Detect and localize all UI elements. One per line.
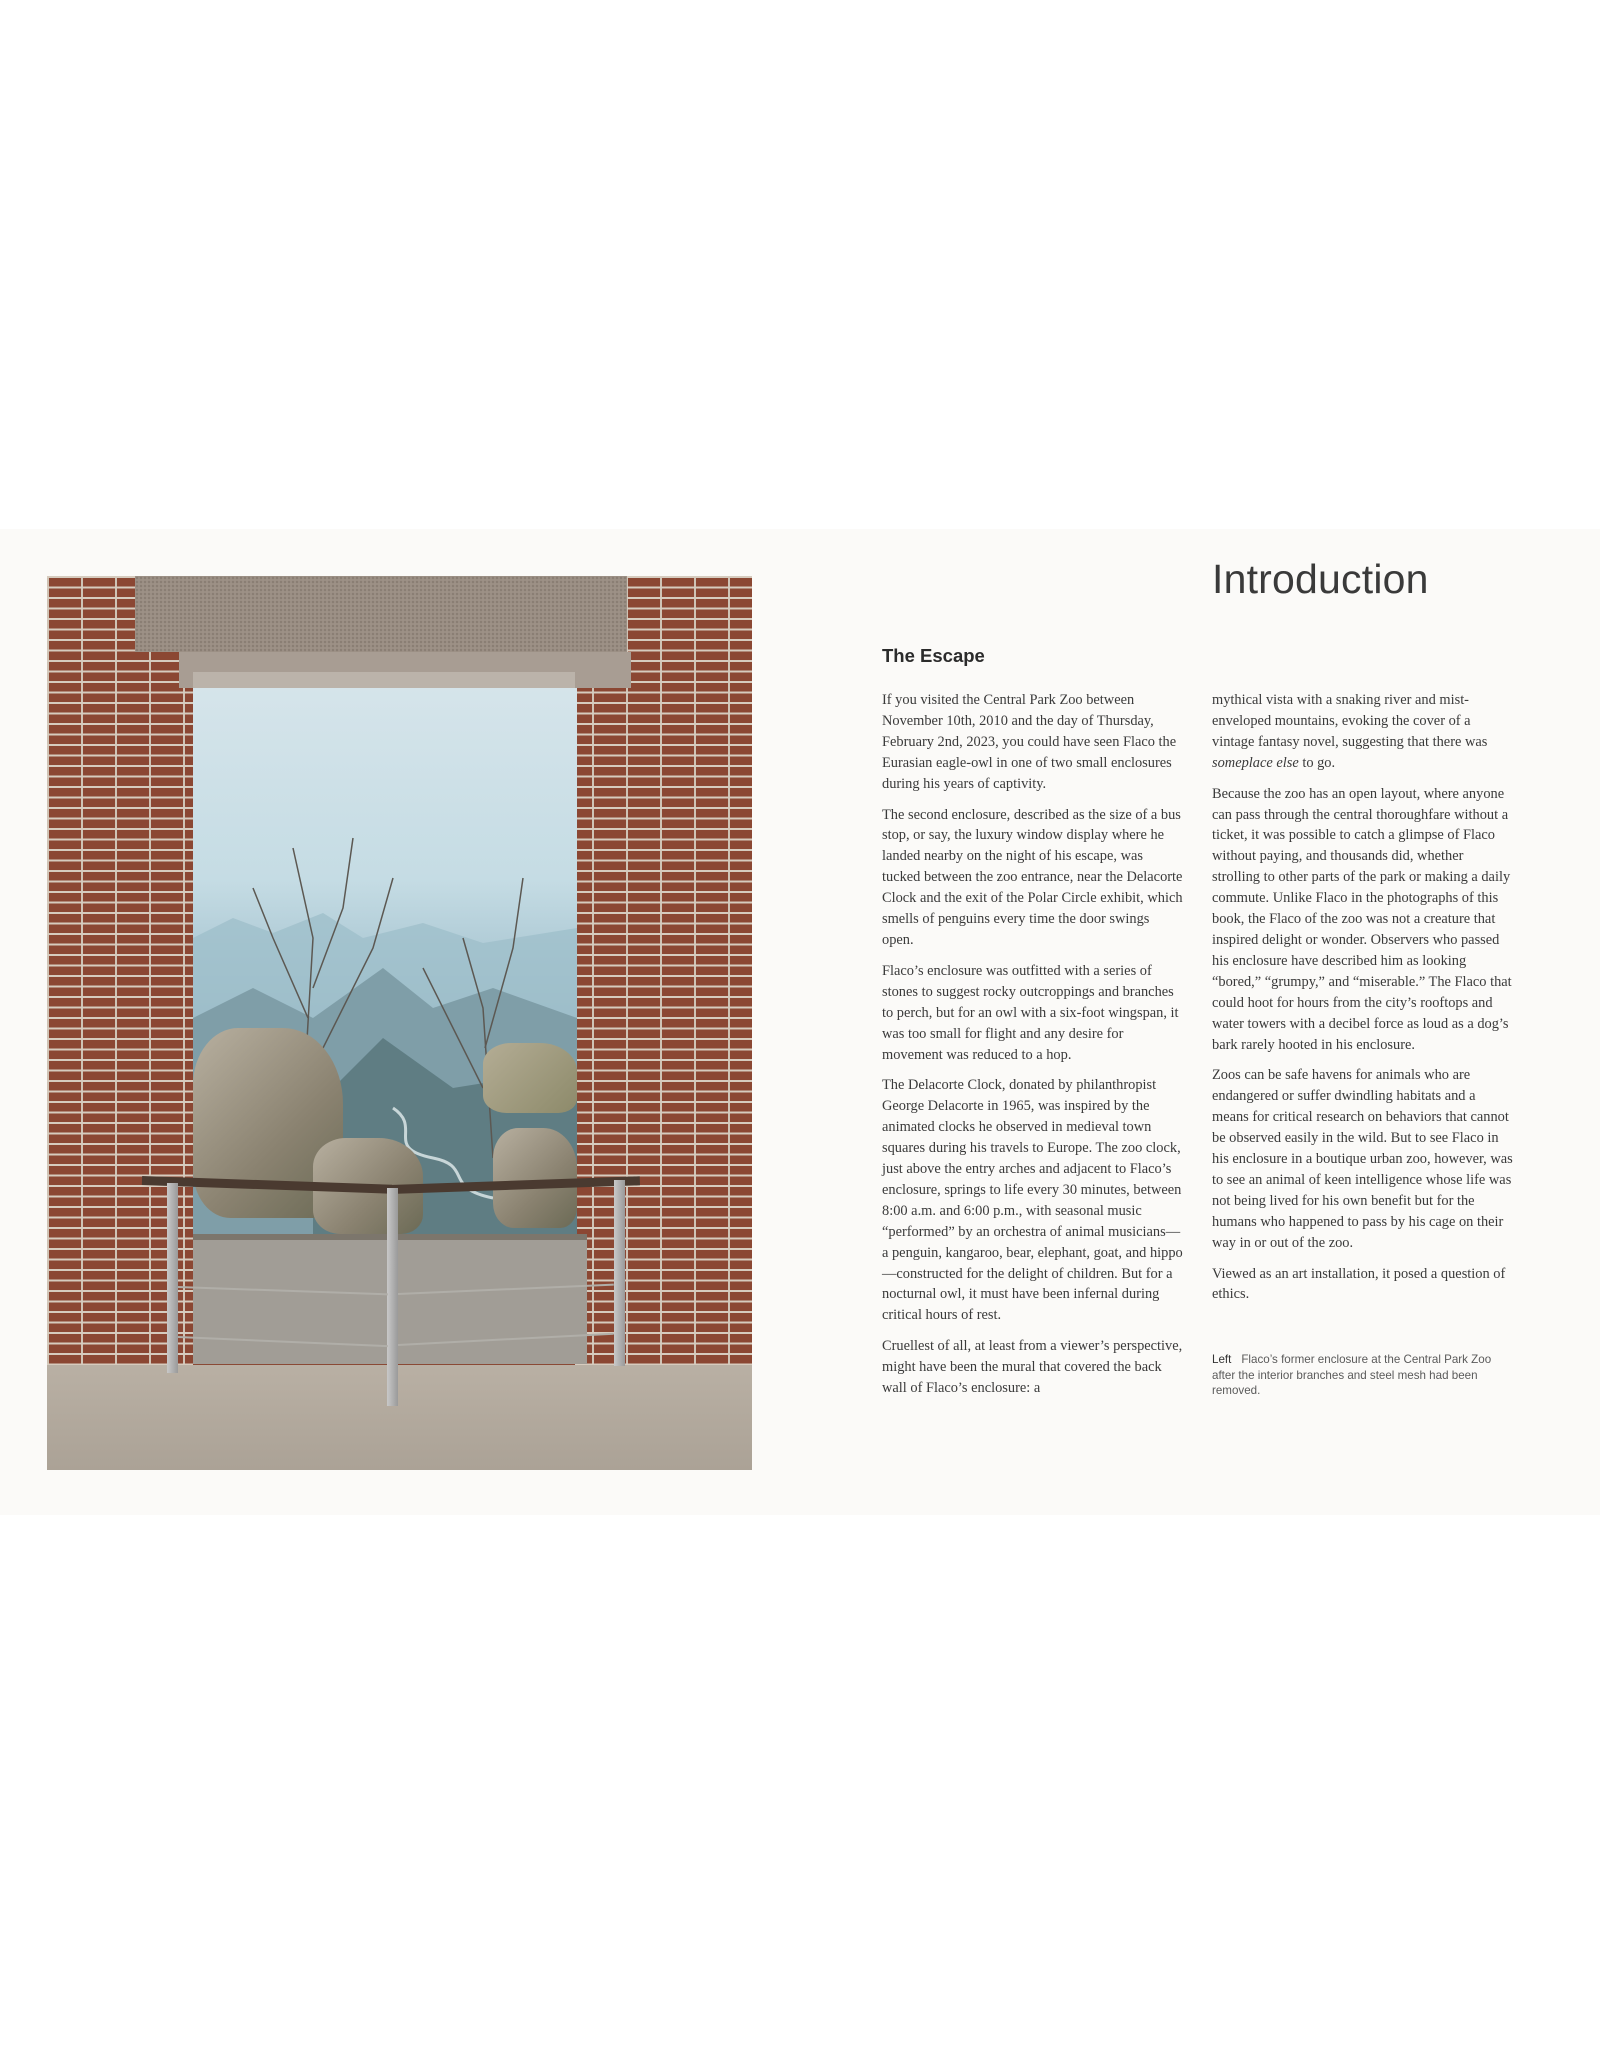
railing-post — [614, 1180, 625, 1366]
caption-label: Left — [1212, 1353, 1232, 1366]
paragraph: Zoos can be safe havens for animals who are endangered or suffer dwindling habitats and a means for critical research on behaviors that cannot be observed easily in the wild. But to see Flaco in his enclosure in a boutique urban zoo, however, was to see an animal of keen intelligence whose life was not being lived for his own benefit but for the humans who happened to pass by his cage on their way in or out of the zoo. — [1212, 1067, 1513, 1251]
text-column-right — [1212, 690, 1514, 1315]
window-frame — [193, 672, 575, 688]
enclosure-photo — [47, 576, 752, 1470]
railing-post — [167, 1183, 178, 1373]
paragraph: If you visited the Central Park Zoo between November 10th, 2010 and the day of Thursday, February 2nd, 2023, you could have seen Flaco the Eurasian eagle-owl in one of two small enclosures during his years of captivity. — [882, 692, 1177, 792]
paragraph: The Delacorte Clock, donated by philanthropist George Delacorte in 1965, was inspired by the animated clocks he observed in medieval town squares during his travels to Europe. The zoo clock, just above the entry arches and adjacent to Flaco’s enclosure, springs to life every 30 minutes, between 8:00 a.m. and 6:00 p.m., with seasonal music “performed” by an orchestra of animal musicians—a penguin, kangaroo, bear, elephant, goat, and hippo—constructed for the delight of children. But for a nocturnal owl, it must have been infernal during critical hours of rest. — [882, 1077, 1183, 1324]
paragraph: Flaco’s enclosure was outfitted with a series of stones to suggest rocky outcroppings and branches to perch, but for an owl with a six-foot wingspan, it was too small for flight and any desire for movement was reduced to a hop. — [882, 962, 1179, 1063]
italic-text: someplace else — [1212, 754, 1299, 771]
mountain-mural — [193, 688, 577, 1234]
text-column-left — [882, 690, 1184, 1409]
paragraph — [1212, 690, 1514, 774]
paragraph: Because the zoo has an open layout, where anyone can pass through the central thoroughfare without a ticket, it was possible to catch a glimpse of Flaco without paying, and thousands did, whether strolling to other parts of the park or making a daily commute. Unlike Flaco in the photographs of this book, the Flaco of the zoo was not a creature that inspired delight or wonder. Observers who passed his enclosure have described him as looking “bored,” “grumpy,” and “miserable.” The Flaco that could hoot for hours from the city’s rooftops and water towers with a decibel force as loud as a dog’s bark rarely hooted in his enclosure. — [1212, 785, 1512, 1053]
concrete-lintel — [135, 576, 627, 652]
brick-wall-right — [575, 576, 752, 1365]
caption-text: Flaco’s former enclosure at the Central Park Zoo after the interior branches and steel mesh had been removed. — [1212, 1353, 1492, 1397]
paragraph: Viewed as an art installation, it posed a question of ethics. — [1212, 1265, 1506, 1303]
text-run: to go. — [1298, 754, 1336, 771]
chapter-title: Introduction — [1212, 556, 1429, 602]
rock-right — [483, 1043, 577, 1113]
paragraph: The second enclosure, described as the size of a bus stop, or say, the luxury window display where he landed nearby on the night of his escape, was tucked between the zoo entrance, near the Delacorte Clock and the exit of the Polar Circle exhibit, which smells of penguins every time the door swings open. — [882, 806, 1183, 948]
photo-caption — [1212, 1352, 1512, 1399]
section-heading: The Escape — [882, 645, 985, 666]
text-run: mythical vista with a snaking river and mist-enveloped mountains, evoking the cover of a vintage fantasy novel, suggesting that there was — [1212, 692, 1488, 750]
paragraph: Cruellest of all, at least from a viewer’s perspective, might have been the mural that covered the back wall of Flaco’s enclosure: a — [882, 1338, 1183, 1397]
stone-floor — [47, 1365, 752, 1470]
railing-post — [387, 1188, 398, 1406]
